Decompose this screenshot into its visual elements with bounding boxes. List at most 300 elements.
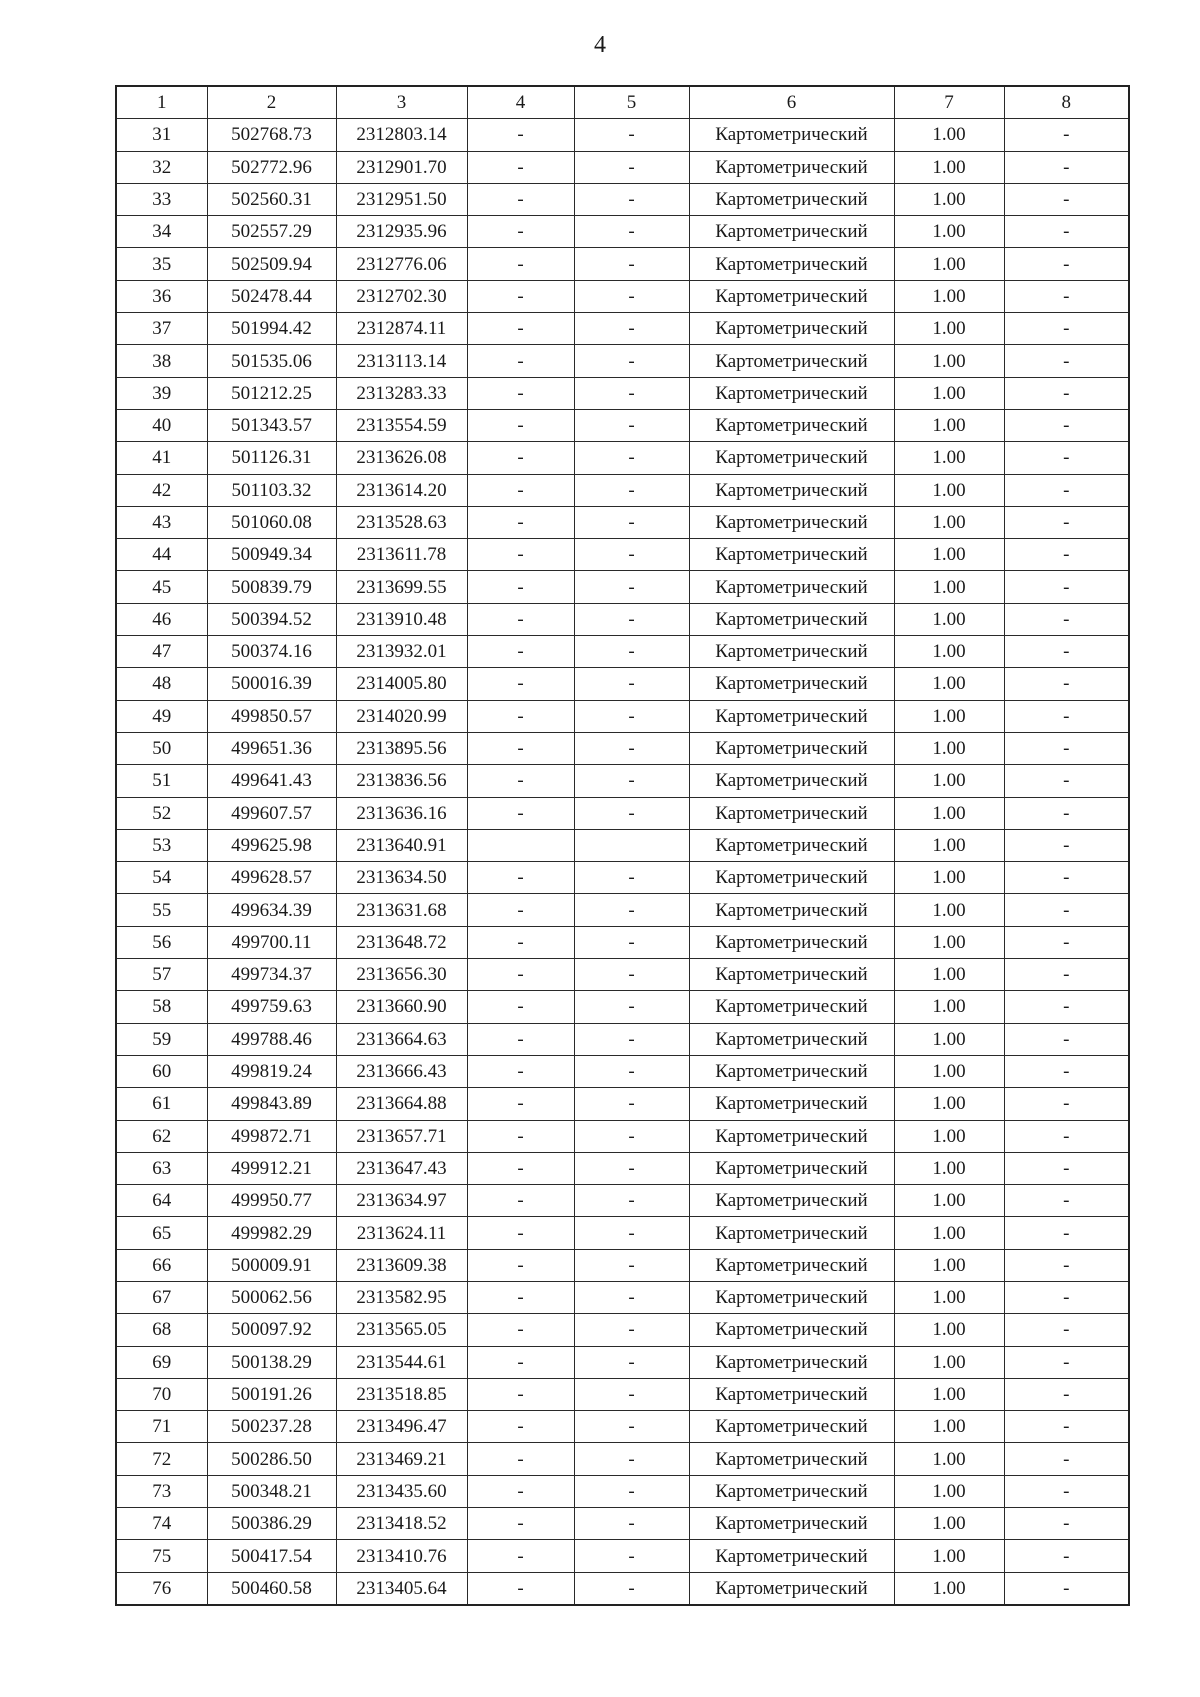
method-cell: Картометрический: [689, 862, 894, 894]
column-5-cell: -: [574, 797, 689, 829]
column-5-cell: -: [574, 926, 689, 958]
accuracy-cell: 1.00: [894, 1088, 1004, 1120]
accuracy-cell: 1.00: [894, 1152, 1004, 1184]
column-5-cell: -: [574, 442, 689, 474]
y-coordinate-cell: 2313544.61: [336, 1346, 467, 1378]
accuracy-cell: 1.00: [894, 829, 1004, 861]
column-4-cell: -: [467, 894, 574, 926]
point-number-cell: 51: [116, 765, 207, 797]
x-coordinate-cell: 501103.32: [207, 474, 336, 506]
column-5-cell: -: [574, 1120, 689, 1152]
column-4-cell: -: [467, 700, 574, 732]
method-cell: Картометрический: [689, 474, 894, 506]
point-number-cell: 32: [116, 151, 207, 183]
x-coordinate-cell: 502478.44: [207, 280, 336, 312]
column-header-5: 5: [574, 86, 689, 119]
method-cell: Картометрический: [689, 959, 894, 991]
accuracy-cell: 1.00: [894, 1443, 1004, 1475]
y-coordinate-cell: 2313624.11: [336, 1217, 467, 1249]
y-coordinate-cell: 2313910.48: [336, 603, 467, 635]
table-row: [116, 1475, 1129, 1507]
x-coordinate-cell: 501060.08: [207, 506, 336, 538]
column-4-cell: -: [467, 248, 574, 280]
column-4-cell: -: [467, 1443, 574, 1475]
y-coordinate-cell: 2313496.47: [336, 1411, 467, 1443]
table-row: [116, 1152, 1129, 1184]
x-coordinate-cell: 500839.79: [207, 571, 336, 603]
y-coordinate-cell: 2313113.14: [336, 345, 467, 377]
accuracy-cell: 1.00: [894, 119, 1004, 151]
accuracy-cell: 1.00: [894, 1055, 1004, 1087]
x-coordinate-cell: 499912.21: [207, 1152, 336, 1184]
table-row: [116, 1346, 1129, 1378]
x-coordinate-cell: 502560.31: [207, 183, 336, 215]
accuracy-cell: 1.00: [894, 1572, 1004, 1605]
column-5-cell: -: [574, 1055, 689, 1087]
x-coordinate-cell: 500394.52: [207, 603, 336, 635]
column-8-cell: -: [1004, 1346, 1129, 1378]
column-8-cell: -: [1004, 636, 1129, 668]
y-coordinate-cell: 2314005.80: [336, 668, 467, 700]
method-cell: Картометрический: [689, 1314, 894, 1346]
column-5-cell: -: [574, 1249, 689, 1281]
accuracy-cell: 1.00: [894, 894, 1004, 926]
column-5-cell: -: [574, 700, 689, 732]
x-coordinate-cell: 499819.24: [207, 1055, 336, 1087]
column-8-cell: -: [1004, 1120, 1129, 1152]
accuracy-cell: 1.00: [894, 1540, 1004, 1572]
column-4-cell: -: [467, 474, 574, 506]
table-row: [116, 797, 1129, 829]
method-cell: Картометрический: [689, 765, 894, 797]
column-header-7: 7: [894, 86, 1004, 119]
accuracy-cell: 1.00: [894, 926, 1004, 958]
y-coordinate-cell: 2313640.91: [336, 829, 467, 861]
column-4-cell: -: [467, 1055, 574, 1087]
column-4-cell: -: [467, 991, 574, 1023]
method-cell: Картометрический: [689, 603, 894, 635]
column-4-cell: -: [467, 571, 574, 603]
column-8-cell: -: [1004, 1443, 1129, 1475]
y-coordinate-cell: 2313565.05: [336, 1314, 467, 1346]
point-number-cell: 44: [116, 539, 207, 571]
accuracy-cell: 1.00: [894, 1249, 1004, 1281]
table-row: [116, 539, 1129, 571]
column-4-cell: -: [467, 797, 574, 829]
column-5-cell: -: [574, 183, 689, 215]
accuracy-cell: 1.00: [894, 183, 1004, 215]
point-number-cell: 58: [116, 991, 207, 1023]
x-coordinate-cell: 499759.63: [207, 991, 336, 1023]
column-5-cell: -: [574, 313, 689, 345]
point-number-cell: 69: [116, 1346, 207, 1378]
column-4-cell: -: [467, 1540, 574, 1572]
y-coordinate-cell: 2313660.90: [336, 991, 467, 1023]
column-4-cell: -: [467, 151, 574, 183]
accuracy-cell: 1.00: [894, 1411, 1004, 1443]
accuracy-cell: 1.00: [894, 442, 1004, 474]
column-header-1: 1: [116, 86, 207, 119]
point-number-cell: 63: [116, 1152, 207, 1184]
point-number-cell: 71: [116, 1411, 207, 1443]
table-row: [116, 1185, 1129, 1217]
method-cell: Картометрический: [689, 1508, 894, 1540]
table-row: [116, 1088, 1129, 1120]
y-coordinate-cell: 2313657.71: [336, 1120, 467, 1152]
table-row: [116, 474, 1129, 506]
table-row: [116, 829, 1129, 861]
method-cell: Картометрический: [689, 506, 894, 538]
x-coordinate-cell: 501343.57: [207, 409, 336, 441]
table-row: [116, 926, 1129, 958]
table-row: [116, 216, 1129, 248]
y-coordinate-cell: 2313634.50: [336, 862, 467, 894]
accuracy-cell: 1.00: [894, 1346, 1004, 1378]
method-cell: Картометрический: [689, 571, 894, 603]
table-row: [116, 345, 1129, 377]
column-4-cell: -: [467, 1314, 574, 1346]
x-coordinate-cell: 499628.57: [207, 862, 336, 894]
point-number-cell: 54: [116, 862, 207, 894]
column-8-cell: -: [1004, 1249, 1129, 1281]
method-cell: Картометрический: [689, 1088, 894, 1120]
column-5-cell: -: [574, 119, 689, 151]
column-8-cell: -: [1004, 1540, 1129, 1572]
point-number-cell: 43: [116, 506, 207, 538]
accuracy-cell: 1.00: [894, 1217, 1004, 1249]
column-4-cell: -: [467, 959, 574, 991]
method-cell: Картометрический: [689, 1411, 894, 1443]
column-4-cell: -: [467, 1281, 574, 1313]
point-number-cell: 34: [116, 216, 207, 248]
x-coordinate-cell: 502768.73: [207, 119, 336, 151]
column-5-cell: -: [574, 636, 689, 668]
y-coordinate-cell: 2313699.55: [336, 571, 467, 603]
table-row: [116, 1120, 1129, 1152]
column-4-cell: -: [467, 732, 574, 764]
x-coordinate-cell: 499625.98: [207, 829, 336, 861]
x-coordinate-cell: 500062.56: [207, 1281, 336, 1313]
point-number-cell: 66: [116, 1249, 207, 1281]
column-5-cell: -: [574, 894, 689, 926]
x-coordinate-cell: 500191.26: [207, 1378, 336, 1410]
y-coordinate-cell: 2313611.78: [336, 539, 467, 571]
y-coordinate-cell: 2313469.21: [336, 1443, 467, 1475]
x-coordinate-cell: 501212.25: [207, 377, 336, 409]
column-4-cell: -: [467, 1572, 574, 1605]
column-4-cell: -: [467, 409, 574, 441]
table-row: [116, 1443, 1129, 1475]
column-8-cell: -: [1004, 862, 1129, 894]
x-coordinate-cell: 500286.50: [207, 1443, 336, 1475]
x-coordinate-cell: 501535.06: [207, 345, 336, 377]
table-row: [116, 636, 1129, 668]
x-coordinate-cell: 499872.71: [207, 1120, 336, 1152]
method-cell: Картометрический: [689, 151, 894, 183]
column-8-cell: -: [1004, 1152, 1129, 1184]
table-row: [116, 1023, 1129, 1055]
column-4-cell: -: [467, 1120, 574, 1152]
column-5-cell: -: [574, 248, 689, 280]
x-coordinate-cell: 499788.46: [207, 1023, 336, 1055]
column-4-cell: -: [467, 377, 574, 409]
table-row: [116, 119, 1129, 151]
accuracy-cell: 1.00: [894, 409, 1004, 441]
x-coordinate-cell: 502772.96: [207, 151, 336, 183]
y-coordinate-cell: 2313634.97: [336, 1185, 467, 1217]
column-5-cell: -: [574, 409, 689, 441]
point-number-cell: 72: [116, 1443, 207, 1475]
y-coordinate-cell: 2312803.14: [336, 119, 467, 151]
column-header-8: 8: [1004, 86, 1129, 119]
column-8-cell: -: [1004, 959, 1129, 991]
y-coordinate-cell: 2313554.59: [336, 409, 467, 441]
accuracy-cell: 1.00: [894, 732, 1004, 764]
x-coordinate-cell: 502557.29: [207, 216, 336, 248]
column-4-cell: -: [467, 216, 574, 248]
point-number-cell: 62: [116, 1120, 207, 1152]
point-number-cell: 33: [116, 183, 207, 215]
y-coordinate-cell: 2313418.52: [336, 1508, 467, 1540]
y-coordinate-cell: 2313664.88: [336, 1088, 467, 1120]
table-body: [116, 119, 1129, 1605]
column-4-cell: -: [467, 636, 574, 668]
x-coordinate-cell: 499950.77: [207, 1185, 336, 1217]
table-row: [116, 862, 1129, 894]
table-row: [116, 1217, 1129, 1249]
x-coordinate-cell: 500417.54: [207, 1540, 336, 1572]
accuracy-cell: 1.00: [894, 636, 1004, 668]
y-coordinate-cell: 2312951.50: [336, 183, 467, 215]
column-8-cell: -: [1004, 668, 1129, 700]
accuracy-cell: 1.00: [894, 700, 1004, 732]
column-8-cell: -: [1004, 409, 1129, 441]
point-number-cell: 61: [116, 1088, 207, 1120]
method-cell: Картометрический: [689, 1217, 894, 1249]
point-number-cell: 64: [116, 1185, 207, 1217]
accuracy-cell: 1.00: [894, 765, 1004, 797]
accuracy-cell: 1.00: [894, 1120, 1004, 1152]
y-coordinate-cell: 2313836.56: [336, 765, 467, 797]
table-row: [116, 1314, 1129, 1346]
method-cell: Картометрический: [689, 119, 894, 151]
column-8-cell: -: [1004, 1314, 1129, 1346]
y-coordinate-cell: 2313895.56: [336, 732, 467, 764]
table-row: [116, 1249, 1129, 1281]
method-cell: Картометрический: [689, 894, 894, 926]
method-cell: Картометрический: [689, 1443, 894, 1475]
table-row: [116, 991, 1129, 1023]
method-cell: Картометрический: [689, 991, 894, 1023]
x-coordinate-cell: 500949.34: [207, 539, 336, 571]
x-coordinate-cell: 499651.36: [207, 732, 336, 764]
accuracy-cell: 1.00: [894, 1281, 1004, 1313]
column-8-cell: -: [1004, 216, 1129, 248]
point-number-cell: 42: [116, 474, 207, 506]
x-coordinate-cell: 500097.92: [207, 1314, 336, 1346]
column-4-cell: -: [467, 1378, 574, 1410]
column-8-cell: -: [1004, 700, 1129, 732]
column-8-cell: -: [1004, 1572, 1129, 1605]
column-4-cell: -: [467, 1088, 574, 1120]
column-4-cell: -: [467, 1411, 574, 1443]
x-coordinate-cell: 499982.29: [207, 1217, 336, 1249]
x-coordinate-cell: 500386.29: [207, 1508, 336, 1540]
column-5-cell: -: [574, 280, 689, 312]
y-coordinate-cell: 2313609.38: [336, 1249, 467, 1281]
accuracy-cell: 1.00: [894, 603, 1004, 635]
column-header-4: 4: [467, 86, 574, 119]
table-row: [116, 377, 1129, 409]
column-4-cell: -: [467, 183, 574, 215]
table-row: [116, 1281, 1129, 1313]
column-4-cell: -: [467, 313, 574, 345]
column-8-cell: -: [1004, 119, 1129, 151]
point-number-cell: 75: [116, 1540, 207, 1572]
column-4-cell: -: [467, 442, 574, 474]
header-row: [116, 86, 1129, 119]
accuracy-cell: 1.00: [894, 216, 1004, 248]
point-number-cell: 40: [116, 409, 207, 441]
point-number-cell: 73: [116, 1475, 207, 1507]
accuracy-cell: 1.00: [894, 151, 1004, 183]
point-number-cell: 45: [116, 571, 207, 603]
y-coordinate-cell: 2313405.64: [336, 1572, 467, 1605]
column-8-cell: -: [1004, 280, 1129, 312]
column-8-cell: -: [1004, 345, 1129, 377]
column-5-cell: -: [574, 1152, 689, 1184]
page-number: 4: [594, 32, 606, 58]
point-number-cell: 53: [116, 829, 207, 861]
column-5-cell: -: [574, 1475, 689, 1507]
column-header-3: 3: [336, 86, 467, 119]
column-8-cell: -: [1004, 571, 1129, 603]
column-8-cell: -: [1004, 1281, 1129, 1313]
method-cell: Картометрический: [689, 1152, 894, 1184]
accuracy-cell: 1.00: [894, 1314, 1004, 1346]
column-4-cell: [467, 829, 574, 861]
point-number-cell: 48: [116, 668, 207, 700]
x-coordinate-cell: 500009.91: [207, 1249, 336, 1281]
column-5-cell: -: [574, 474, 689, 506]
column-5-cell: -: [574, 1411, 689, 1443]
method-cell: Картометрический: [689, 216, 894, 248]
column-5-cell: [574, 829, 689, 861]
y-coordinate-cell: 2313648.72: [336, 926, 467, 958]
method-cell: Картометрический: [689, 700, 894, 732]
table-header: [116, 86, 1129, 119]
column-5-cell: -: [574, 603, 689, 635]
table-row: [116, 280, 1129, 312]
column-8-cell: -: [1004, 991, 1129, 1023]
column-4-cell: -: [467, 862, 574, 894]
accuracy-cell: 1.00: [894, 345, 1004, 377]
y-coordinate-cell: 2313582.95: [336, 1281, 467, 1313]
column-5-cell: -: [574, 668, 689, 700]
method-cell: Картометрический: [689, 1249, 894, 1281]
y-coordinate-cell: 2313614.20: [336, 474, 467, 506]
column-4-cell: -: [467, 1346, 574, 1378]
table-row: [116, 1572, 1129, 1605]
column-5-cell: -: [574, 1023, 689, 1055]
method-cell: Картометрический: [689, 732, 894, 764]
method-cell: Картометрический: [689, 183, 894, 215]
column-8-cell: -: [1004, 894, 1129, 926]
column-4-cell: -: [467, 119, 574, 151]
table-row: [116, 183, 1129, 215]
column-5-cell: -: [574, 1281, 689, 1313]
table-row: [116, 248, 1129, 280]
accuracy-cell: 1.00: [894, 571, 1004, 603]
y-coordinate-cell: 2313528.63: [336, 506, 467, 538]
column-8-cell: -: [1004, 829, 1129, 861]
column-4-cell: -: [467, 345, 574, 377]
column-8-cell: -: [1004, 1023, 1129, 1055]
column-5-cell: -: [574, 732, 689, 764]
y-coordinate-cell: 2312776.06: [336, 248, 467, 280]
point-number-cell: 31: [116, 119, 207, 151]
table-row: [116, 506, 1129, 538]
x-coordinate-cell: 500374.16: [207, 636, 336, 668]
method-cell: Картометрический: [689, 280, 894, 312]
method-cell: Картометрический: [689, 636, 894, 668]
column-4-cell: -: [467, 668, 574, 700]
column-5-cell: -: [574, 1540, 689, 1572]
method-cell: Картометрический: [689, 313, 894, 345]
column-4-cell: -: [467, 1249, 574, 1281]
table-row: [116, 1508, 1129, 1540]
column-4-cell: -: [467, 539, 574, 571]
table-row: [116, 959, 1129, 991]
point-number-cell: 41: [116, 442, 207, 474]
x-coordinate-cell: 500348.21: [207, 1475, 336, 1507]
accuracy-cell: 1.00: [894, 377, 1004, 409]
accuracy-cell: 1.00: [894, 248, 1004, 280]
y-coordinate-cell: 2312935.96: [336, 216, 467, 248]
table-row: [116, 732, 1129, 764]
point-number-cell: 76: [116, 1572, 207, 1605]
point-number-cell: 46: [116, 603, 207, 635]
column-5-cell: -: [574, 506, 689, 538]
column-8-cell: -: [1004, 377, 1129, 409]
method-cell: Картометрический: [689, 1281, 894, 1313]
method-cell: Картометрический: [689, 926, 894, 958]
point-number-cell: 36: [116, 280, 207, 312]
point-number-cell: 47: [116, 636, 207, 668]
y-coordinate-cell: 2313636.16: [336, 797, 467, 829]
column-5-cell: -: [574, 377, 689, 409]
method-cell: Картометрический: [689, 1055, 894, 1087]
table-row: [116, 409, 1129, 441]
method-cell: Картометрический: [689, 1540, 894, 1572]
y-coordinate-cell: 2313932.01: [336, 636, 467, 668]
method-cell: Картометрический: [689, 345, 894, 377]
column-8-cell: -: [1004, 313, 1129, 345]
column-8-cell: -: [1004, 539, 1129, 571]
column-4-cell: -: [467, 1185, 574, 1217]
column-8-cell: -: [1004, 765, 1129, 797]
y-coordinate-cell: 2313666.43: [336, 1055, 467, 1087]
column-4-cell: -: [467, 1023, 574, 1055]
column-5-cell: -: [574, 1346, 689, 1378]
accuracy-cell: 1.00: [894, 539, 1004, 571]
point-number-cell: 70: [116, 1378, 207, 1410]
accuracy-cell: 1.00: [894, 1023, 1004, 1055]
accuracy-cell: 1.00: [894, 668, 1004, 700]
table-row: [116, 603, 1129, 635]
accuracy-cell: 1.00: [894, 1475, 1004, 1507]
accuracy-cell: 1.00: [894, 991, 1004, 1023]
